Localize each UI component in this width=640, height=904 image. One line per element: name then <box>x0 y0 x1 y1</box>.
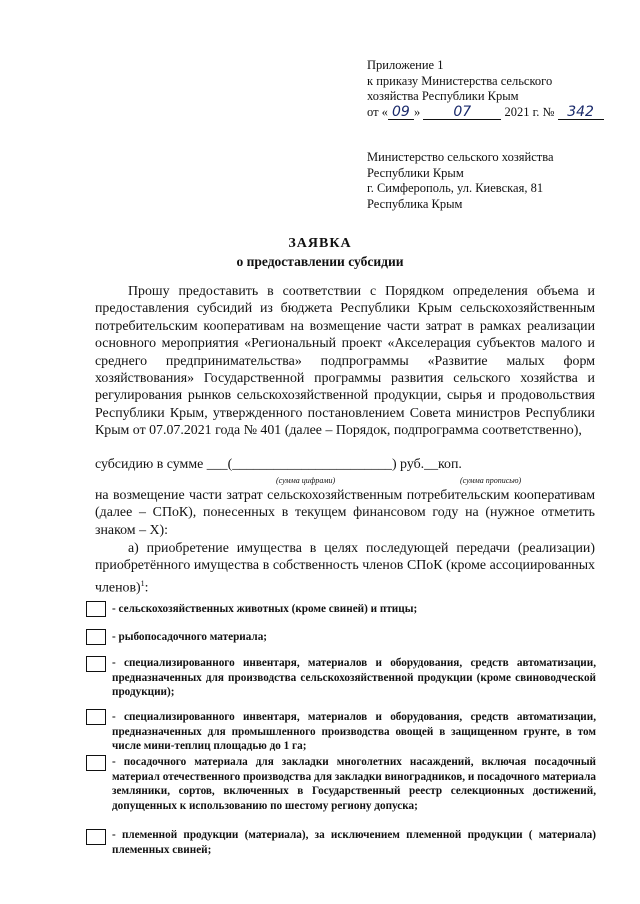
option-livestock: - сельскохозяйственных животных (кроме свиней) и птицы; <box>112 603 418 615</box>
checkbox-equipment-greenhouse[interactable] <box>86 709 106 725</box>
option-planting-material: - посадочного материала для закладки многолетних насаждений, включая посадочный материал отечественного производства для закладки виноградников, и посадочного материала земляники, сортов, включенных в Государственный реестр селекционных достижений, допущенных к использованию по шестому региону допуска; <box>112 756 596 813</box>
option-breeding-products: - племенной продукции (материала), за исключением племенной продукции ( материала) племенных свиней; <box>112 829 596 856</box>
purpose-paragraph: на возмещение части затрат сельскохозяйственным потребительским кооперативам (далее – СПоК), понесенных в текущем финансовом году на (нужное отметить знаком – X): <box>95 488 595 538</box>
option-fish-stock: - рыбопосадочного материала; <box>112 631 268 643</box>
addressee-line: г. Симферополь, ул. Киевская, 81 <box>367 181 544 195</box>
order-number: 342 <box>558 106 604 120</box>
date-month: 07 <box>423 106 501 120</box>
addressee-line: Республики Крым <box>367 165 464 180</box>
document-title: ЗАЯВКА <box>288 236 352 251</box>
addressee-block <box>367 150 554 212</box>
document-subtitle: о предоставлении субсидии <box>236 254 404 269</box>
date-day: 09 <box>388 106 414 120</box>
footnote-mark: 1 <box>140 578 145 588</box>
request-text: Прошу предоставить в соответствии с Порядком определения объема и предоставления субсидий из бюджета Республики Крым сельскохозяйственным потребительским кооперативам на возмещение части затрат в рамках реализации основного мероприятия «Региональный проект «Акселерация субъектов малого и среднего предпринимательства» подпрограммы «Развитие малых форм хозяйствования» Государственной программы развития сельского хозяйства и регулирования рынков сельскохозяйственной продукции, сырья и продовольствия Республики Крым, утвержденного постановлением Совета министров Республики Крым от 07.07.2021 года № 401 (далее – Порядок, подпрограмма соответственно), <box>95 284 595 439</box>
checkbox-equipment-agri[interactable] <box>86 656 106 672</box>
appendix-line-3: хозяйства Республики Крым <box>367 89 519 103</box>
appendix-line-1: Приложение 1 <box>367 58 444 72</box>
date-mid: » <box>413 104 421 119</box>
checkbox-livestock[interactable] <box>86 601 106 617</box>
request-paragraph <box>95 283 595 440</box>
hint-sum-digits: (сумма цифрами) <box>276 476 336 485</box>
date-year: 2021 г. № <box>504 104 555 119</box>
item-a-colon: : <box>144 580 149 596</box>
option-equipment-agri: - специализированного инвентаря, материалов и оборудования, средств автоматизации, предназначенных для производства сельскохозяйственной продукции (кроме свиноводческой продукции); <box>112 657 596 699</box>
hint-sum-words: (сумма прописью) <box>460 476 522 485</box>
date-prefix: от « <box>367 104 388 119</box>
appendix-line-2: к приказу Министерства сельского <box>367 73 553 88</box>
subsidy-sum-line: субсидию в сумме ___(_______________________) руб.__коп. <box>95 457 462 472</box>
item-a-text: а) приобретение имущества в целях последующей передачи (реализации) приобретённого имущества в собственность членов СПоК (кроме ассоциированных членов) <box>95 541 595 596</box>
option-equipment-greenhouse: - специализированного инвентаря, материалов и оборудования, средств автоматизации, предназначенных для промышленного производства овощей в защищенном грунте, в том числе мини-теплиц площадью до 1 га; <box>112 711 596 753</box>
item-a-paragraph <box>95 540 595 597</box>
checkbox-breeding-products[interactable] <box>86 829 106 845</box>
addressee-line: Республика Крым <box>367 196 463 211</box>
appendix-block <box>367 58 604 120</box>
checkbox-planting-material[interactable] <box>86 755 106 771</box>
appendix-date-line <box>367 105 604 121</box>
addressee-line: Министерство сельского хозяйства <box>367 150 554 164</box>
checkbox-fish-stock[interactable] <box>86 629 106 645</box>
